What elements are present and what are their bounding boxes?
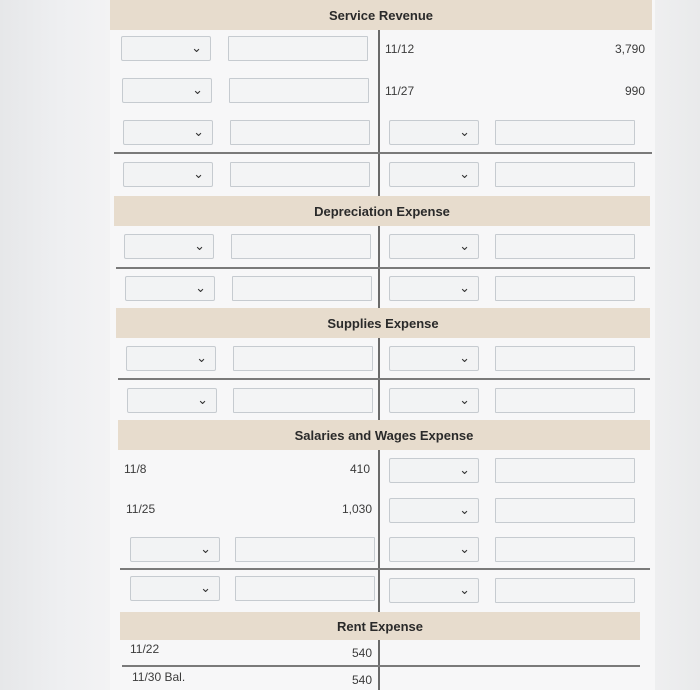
chevron-down-icon: ⌄: [459, 393, 470, 408]
se-credit-amount-input[interactable]: [495, 346, 635, 371]
de-total-debit-select[interactable]: [125, 276, 215, 301]
supplies-expense-header: [116, 308, 650, 338]
se-total-debit-input[interactable]: [233, 388, 373, 413]
chevron-down-icon: ⌄: [459, 542, 470, 557]
se-credit-date-select[interactable]: [389, 346, 479, 371]
sw-total-debit-select[interactable]: [130, 576, 220, 601]
sr-total-debit-input[interactable]: [230, 162, 370, 187]
service-revenue-divider: [378, 30, 380, 196]
se-total-credit-select[interactable]: [389, 388, 479, 413]
re-balance-amount: 540: [352, 673, 373, 687]
de-debit-date-select[interactable]: [124, 234, 214, 259]
sw-debit-date-1: 11/8: [124, 462, 147, 476]
rent-total-rule: [122, 665, 640, 667]
salaries-wages-expense-header: [118, 420, 650, 450]
salaries-wages-expense-title: Salaries and Wages Expense: [294, 427, 474, 443]
de-debit-amount-input[interactable]: [231, 234, 371, 259]
chevron-down-icon: ⌄: [459, 463, 470, 478]
sr-debit-amount-input-1[interactable]: [228, 36, 368, 61]
salaries-divider: [378, 450, 380, 612]
sw-credit-amount-input-2[interactable]: [495, 498, 635, 523]
salaries-total-rule: [120, 568, 650, 570]
sr-debit-amount-input-3[interactable]: [230, 120, 370, 145]
sr-credit-date-2: 11/27: [385, 84, 415, 98]
chevron-down-icon: ⌄: [459, 125, 470, 140]
depreciation-expense-title: Depreciation Expense: [314, 203, 450, 219]
se-total-debit-select[interactable]: [127, 388, 217, 413]
rent-expense-title: Rent Expense: [337, 618, 423, 634]
se-total-credit-input[interactable]: [495, 388, 635, 413]
sr-total-credit-select[interactable]: [389, 162, 479, 187]
supplies-expense-title: Supplies Expense: [327, 315, 439, 331]
sr-debit-date-select-2[interactable]: [122, 78, 212, 103]
de-credit-date-select[interactable]: [389, 234, 479, 259]
sr-total-debit-select[interactable]: [123, 162, 213, 187]
depreciation-expense-header: [114, 196, 650, 226]
chevron-down-icon: ⌄: [193, 167, 204, 182]
sw-credit-amount-input-3[interactable]: [495, 537, 635, 562]
chevron-down-icon: ⌄: [193, 125, 204, 140]
chevron-down-icon: ⌄: [459, 583, 470, 598]
depreciation-total-rule: [116, 267, 650, 269]
sw-debit-amount-input-3[interactable]: [235, 537, 375, 562]
sw-total-debit-input[interactable]: [235, 576, 375, 601]
sr-credit-amount-input-3[interactable]: [495, 120, 635, 145]
sr-credit-date-select-3[interactable]: [389, 120, 479, 145]
re-debit-amount-1: 540: [352, 646, 373, 660]
sw-credit-amount-input-1[interactable]: [495, 458, 635, 483]
chevron-down-icon: ⌄: [197, 393, 208, 408]
chevron-down-icon: ⌄: [195, 281, 206, 296]
sw-debit-amount-1: 410: [350, 462, 371, 476]
chevron-down-icon: ⌄: [191, 41, 202, 56]
sr-debit-date-select-1[interactable]: [121, 36, 211, 61]
sr-total-credit-input[interactable]: [495, 162, 635, 187]
chevron-down-icon: ⌄: [196, 351, 207, 366]
de-credit-amount-input[interactable]: [495, 234, 635, 259]
t-account-sheet: [110, 0, 655, 690]
chevron-down-icon: ⌄: [192, 83, 203, 98]
sw-debit-date-select-3[interactable]: [130, 537, 220, 562]
chevron-down-icon: ⌄: [459, 281, 470, 296]
sw-credit-date-select-2[interactable]: [389, 498, 479, 523]
chevron-down-icon: ⌄: [459, 239, 470, 254]
service-revenue-total-rule: [114, 152, 652, 154]
sr-credit-amount-2: 990: [624, 84, 645, 98]
supplies-total-rule: [118, 378, 650, 380]
chevron-down-icon: ⌄: [200, 581, 211, 596]
sw-debit-date-2: 11/25: [126, 502, 156, 516]
sr-credit-amount-1: 3,790: [614, 42, 645, 56]
re-balance-date: 11/30 Bal.: [132, 670, 186, 684]
se-debit-date-select[interactable]: [126, 346, 216, 371]
sw-credit-date-select-3[interactable]: [389, 537, 479, 562]
chevron-down-icon: ⌄: [459, 503, 470, 518]
chevron-down-icon: ⌄: [459, 167, 470, 182]
de-total-credit-select[interactable]: [389, 276, 479, 301]
de-total-debit-input[interactable]: [232, 276, 372, 301]
sr-credit-date-1: 11/12: [385, 42, 415, 56]
sw-debit-amount-2: 1,030: [342, 502, 373, 516]
sr-debit-amount-input-2[interactable]: [229, 78, 369, 103]
sw-total-credit-input[interactable]: [495, 578, 635, 603]
re-debit-date-1: 11/22: [130, 642, 160, 656]
service-revenue-title: Service Revenue: [328, 7, 434, 23]
chevron-down-icon: ⌄: [194, 239, 205, 254]
chevron-down-icon: ⌄: [459, 351, 470, 366]
se-debit-amount-input[interactable]: [233, 346, 373, 371]
sw-total-credit-select[interactable]: [389, 578, 479, 603]
chevron-down-icon: ⌄: [200, 542, 211, 557]
rent-expense-header: [120, 612, 640, 640]
sw-credit-date-select-1[interactable]: [389, 458, 479, 483]
service-revenue-header: [110, 0, 652, 30]
sr-debit-date-select-3[interactable]: [123, 120, 213, 145]
de-total-credit-input[interactable]: [495, 276, 635, 301]
